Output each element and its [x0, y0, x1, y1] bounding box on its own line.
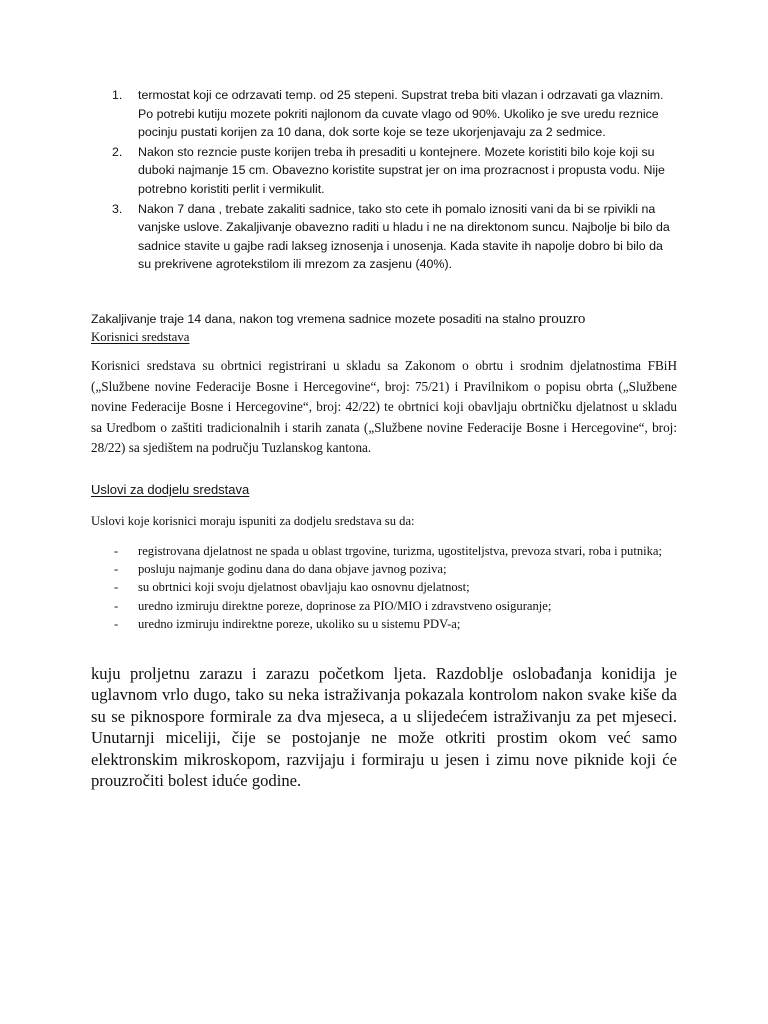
- list-bullet: -: [114, 580, 119, 595]
- numbered-instructions-list: [92, 86, 674, 275]
- list-bullet: -: [114, 616, 119, 631]
- list-item: [114, 560, 680, 578]
- list-item-text: uredno izmiruju direktne poreze, doprinose za PIO/MIO i zdravstveno osiguranje;: [138, 598, 552, 613]
- list-item: [92, 143, 674, 199]
- list-item-text: Nakon 7 dana , trebate zakaliti sadnice, tako sto cete ih pomalo iznositi vani da bi se rpivikli na vanjske uslove. Zakaljivanje obavezno raditi u hladu i ne na direktonom suncu. Najbolje bi bilo da sadnice stavite u gajbe radi lakseg iznosenja i unosenja. Kada stavite ih napolje dobro bi bilo da su prekrivene agrotekstilom ili mrezom za zasjenu (40%).: [138, 201, 670, 272]
- list-bullet: -: [114, 562, 119, 577]
- list-item: [114, 542, 680, 560]
- list-bullet: -: [114, 598, 119, 613]
- hardening-tail-fragment: prouzro: [538, 311, 586, 327]
- beneficiaries-paragraph: Korisnici sredstava su obrtnici registrirani u skladu sa Zakonom o obrtu i srodnim djelatnostima FBiH („Službene novine Federacije Bosne i Hercegovine“, broj: 75/21) i Pravilnikom o popisu obrta („Službene novine Federacije Bosne i Hercegovine“, broj: 42/22) te obrtnici koji obavljaju obrtničku djelatnost u skladu sa Uredbom o zaštiti tradicionalnih i starih zanata („Službene novine Federacije Bosne i Hercegovine“, broj: 28/22) sa sjedištem na području Tuzlanskog kantona.: [91, 358, 677, 456]
- list-item-text: uredno izmiruju indirektne poreze, ukoliko su u sistemu PDV-a;: [138, 616, 461, 631]
- list-item-number: 3.: [112, 201, 123, 216]
- list-item: [114, 597, 680, 615]
- conditions-heading: Uslovi za dodjelu sredstava: [91, 482, 250, 497]
- conditions-list: [114, 542, 680, 633]
- list-item-text: Nakon sto rezncie puste korijen treba ih presaditi u kontejnere. Mozete koristiti bilo koje koji su duboki najmanje 15 cm. Obavezno koristite supstrat jer on ima prozracnost i propusta vodu. Nije potrebno koristiti perlit i vermikulit.: [138, 144, 665, 196]
- list-item-text: registrovana djelatnost ne spada u oblast trgovine, turizma, ugostiteljstva, prevoza stvari, roba i putnika;: [138, 544, 663, 558]
- list-item: [92, 86, 674, 142]
- list-item: [114, 578, 680, 596]
- hardening-paragraph: [91, 309, 677, 329]
- list-item: [92, 200, 674, 274]
- disease-paragraph: kuju proljetnu zarazu i zarazu početkom ljeta. Razdoblje oslobađanja konidija je uglavnom vrlo dugo, tako su neka istraživanja pokazala kontrolom nakon svake kiše da su se piknospore formirale za dva mjeseca, a u slijedećem istraživanju za pet mjeseci. Unutarnji miceliji, čije se postojanje ne može otkriti prostim okom već samo elektronskim mikroskopom, razvijaju i formiraju u jesen i zimu nove piknide koji će prouzročiti bolest iduće godine.: [91, 664, 677, 791]
- beneficiaries-heading: Korisnici sredstava: [91, 330, 190, 344]
- conditions-intro: Uslovi koje korisnici moraju ispuniti za dodjelu sredstava su da:: [91, 514, 415, 528]
- list-item-text: termostat koji ce odrzavati temp. od 25 stepeni. Supstrat treba biti vlazan i odrzavati ga vlaznim. Po potrebi kutiju mozete pokriti najlonom da cuvate vlago od 90%. Ukoliko je sve uredu reznice pocinju pustati korijen za 10 dana, dok sorte koje se teze ukorjenjavaju za 2 sedmice.: [138, 88, 664, 140]
- list-item-number: 2.: [112, 144, 123, 159]
- list-item: [114, 615, 680, 633]
- list-bullet: -: [114, 544, 119, 558]
- list-item-text: su obrtnici koji svoju djelatnost obavljaju kao osnovnu djelatnost;: [138, 580, 470, 595]
- list-item-number: 1.: [112, 88, 123, 102]
- list-item-text: posluju najmanje godinu dana do dana objave javnog poziva;: [138, 562, 447, 577]
- hardening-text: Zakaljivanje traje 14 dana, nakon tog vremena sadnice mozete posaditi na stalno: [91, 312, 536, 326]
